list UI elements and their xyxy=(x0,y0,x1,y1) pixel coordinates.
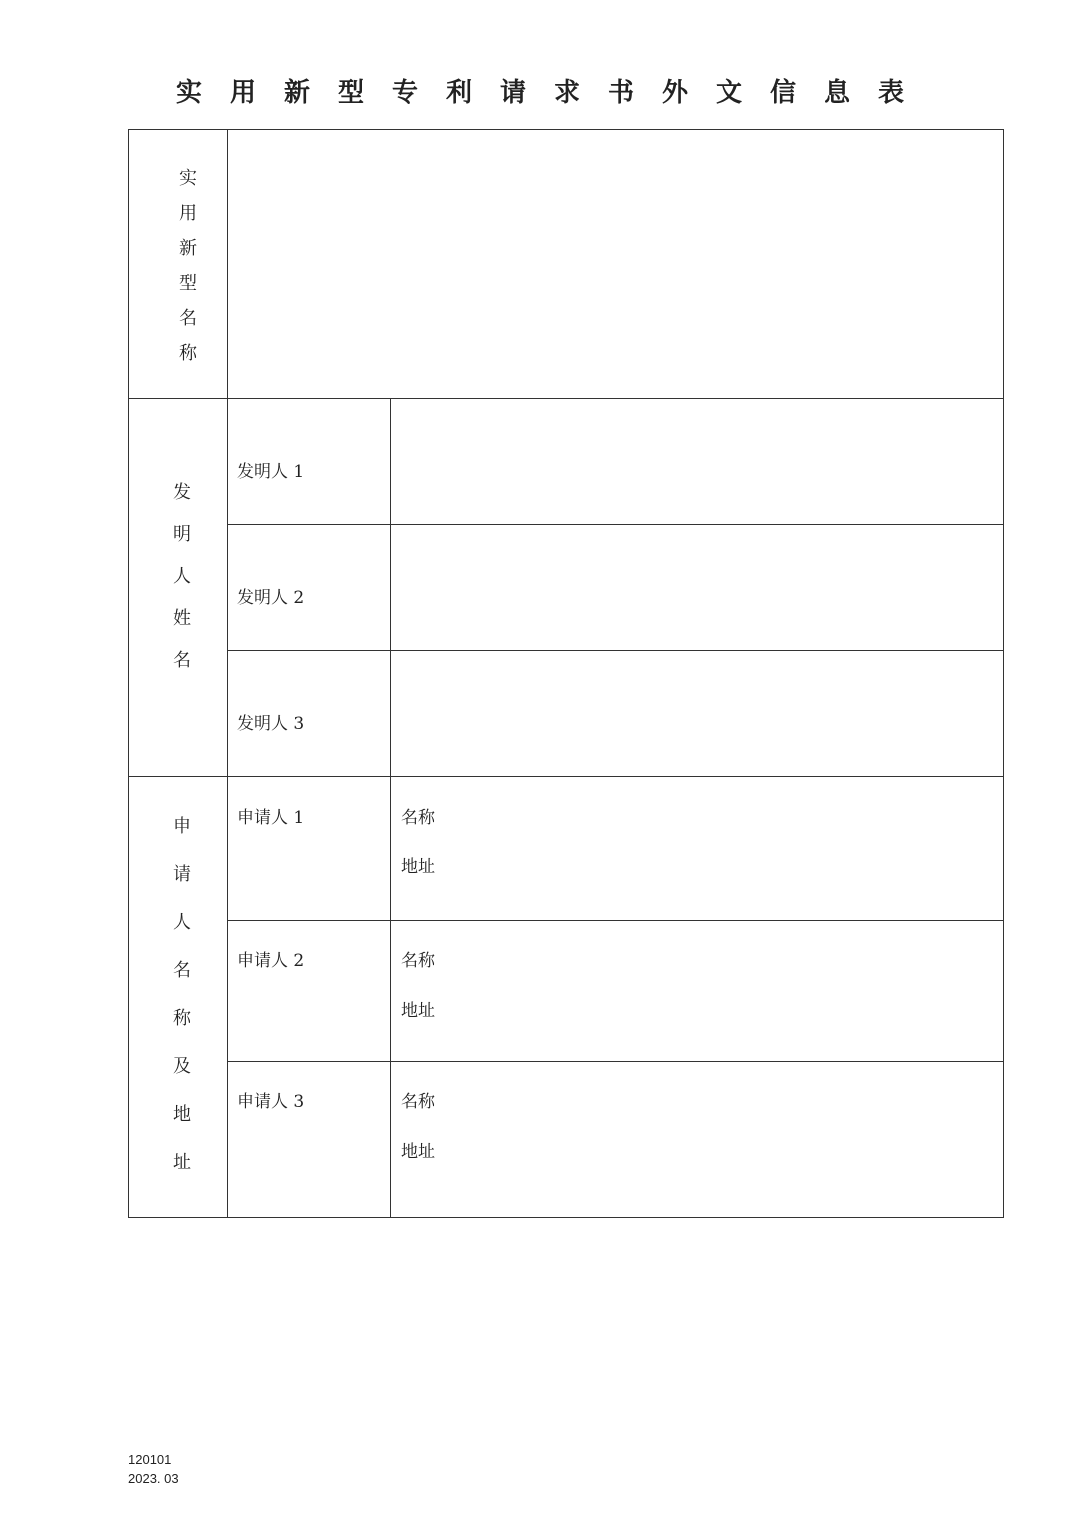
inventor-1-label: 发明人 1 xyxy=(237,462,305,482)
applicant-name-address-label: 申请人名称及地址 xyxy=(170,816,191,1200)
applicant-3-address-label: 地址 xyxy=(401,1142,435,1162)
inventor-names-label: 发明人姓名 xyxy=(170,482,191,692)
applicant-3-field[interactable] xyxy=(391,1062,1003,1217)
applicant-1-field[interactable] xyxy=(391,777,1003,920)
inventor-2-label: 发明人 2 xyxy=(237,588,305,608)
form-title: 实用新型专利请求书外文信息表 xyxy=(175,78,932,108)
applicant-1-address-label: 地址 xyxy=(401,857,435,877)
inventor-1-field[interactable] xyxy=(391,399,1003,524)
applicant-2-address-label: 地址 xyxy=(401,1001,435,1021)
applicant-3-name-label: 名称 xyxy=(401,1092,435,1112)
inventor-2-field[interactable] xyxy=(391,525,1003,650)
form-date: 2023. 03 xyxy=(128,1471,179,1486)
applicant-2-field[interactable] xyxy=(391,921,1003,1061)
utility-model-name-field[interactable] xyxy=(228,130,1003,398)
applicant-2-name-label: 名称 xyxy=(401,951,435,971)
applicant-1-label: 申请人 1 xyxy=(237,808,305,828)
utility-model-name-label: 实用新型名称 xyxy=(176,168,197,378)
inventor-3-label: 发明人 3 xyxy=(237,714,305,734)
form-code: 120101 xyxy=(128,1452,172,1467)
form-table xyxy=(128,129,1004,1218)
applicant-3-label: 申请人 3 xyxy=(237,1092,305,1112)
inventor-3-field[interactable] xyxy=(391,651,1003,776)
applicant-1-name-label: 名称 xyxy=(401,808,435,828)
applicant-2-label: 申请人 2 xyxy=(237,951,305,971)
